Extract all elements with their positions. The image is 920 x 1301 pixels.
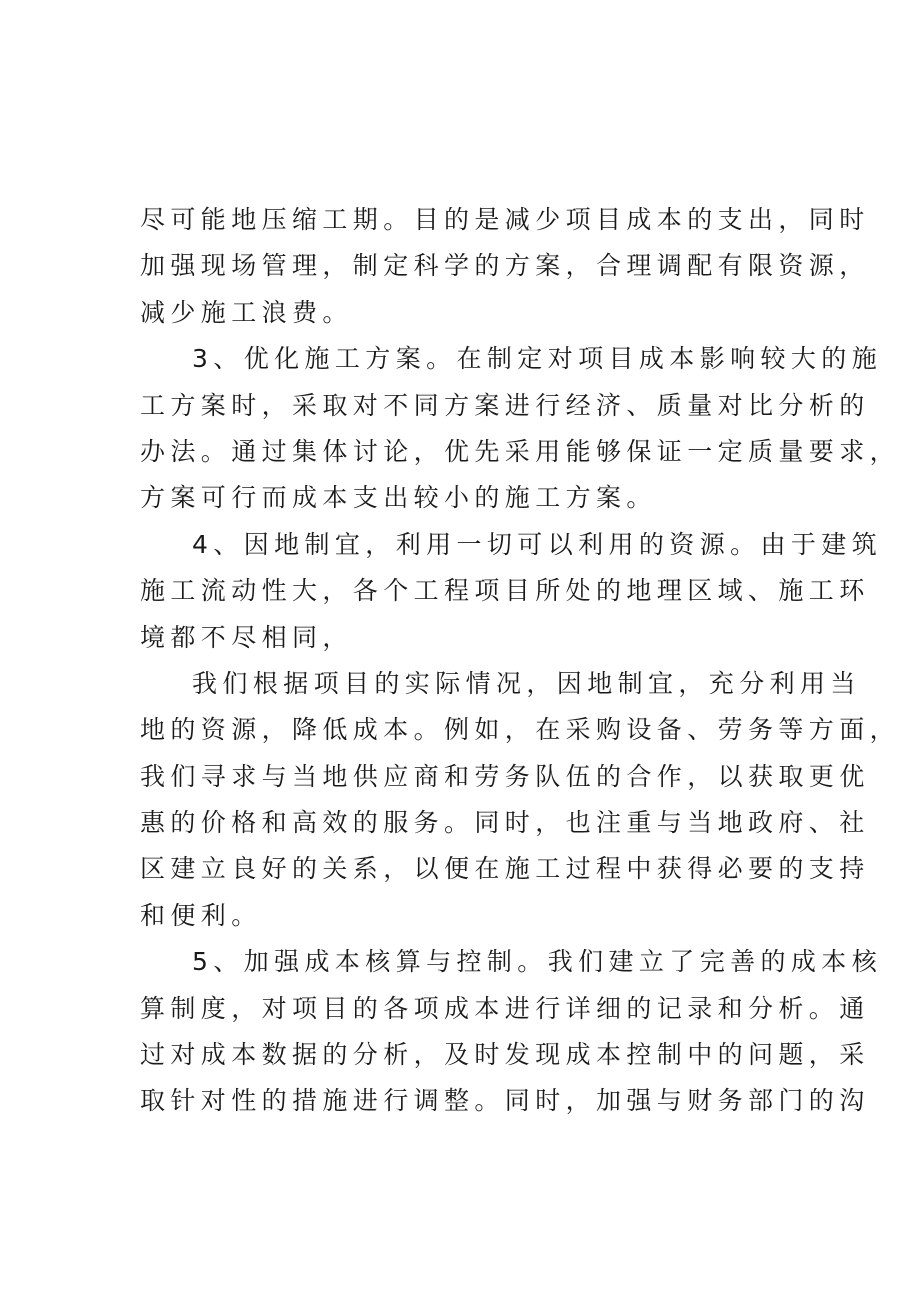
text-line: 我们寻求与当地供应商和劳务队伍的合作，以获取更优 [140, 761, 870, 791]
text-line: 施工流动性大，各个工程项目所处的地理区域、施工环 [140, 576, 870, 606]
text-line: 减少施工浪费。 [140, 297, 353, 327]
text-line: 惠的价格和高效的服务。同时，也注重与当地政府、社 [140, 808, 870, 838]
text-line: 3、优化施工方案。在制定对项目成本影响较大的施 [192, 344, 883, 374]
text-line: 和便利。 [140, 900, 262, 930]
text-line: 方案可行而成本支出较小的施工方案。 [140, 483, 657, 513]
text-line: 5、加强成本核算与控制。我们建立了完善的成本核 [192, 947, 883, 977]
text-line: 境都不尽相同， [140, 622, 353, 652]
paragraph-4 [140, 661, 901, 939]
text-line: 加强现场管理，制定科学的方案，合理调配有限资源， [140, 251, 870, 281]
paragraph-1 [140, 197, 870, 336]
paragraph-3 [140, 522, 883, 661]
text-line: 工方案时，采取对不同方案进行经济、质量对比分析的 [140, 390, 870, 420]
paragraph-2 [140, 336, 901, 522]
text-line: 我们根据项目的实际情况，因地制宜，充分利用当 [192, 668, 861, 698]
text-line: 算制度，对项目的各项成本进行详细的记录和分析。通 [140, 993, 870, 1023]
document-body [140, 197, 901, 1125]
text-line: 区建立良好的关系，以便在施工过程中获得必要的支持 [140, 854, 870, 884]
text-line: 地的资源，降低成本。例如，在采购设备、劳务等方面， [140, 715, 901, 745]
text-line: 办法。通过集体讨论，优先采用能够保证一定质量要求， [140, 436, 901, 466]
text-line: 尽可能地压缩工期。目的是减少项目成本的支出，同时 [140, 205, 870, 234]
text-line: 过对成本数据的分析，及时发现成本控制中的问题，采 [140, 1040, 870, 1070]
text-line: 4、因地制宜，利用一切可以利用的资源。由于建筑 [192, 529, 883, 559]
paragraph-5 [140, 939, 883, 1125]
text-line: 取针对性的措施进行调整。同时，加强与财务部门的沟 [140, 1086, 870, 1116]
